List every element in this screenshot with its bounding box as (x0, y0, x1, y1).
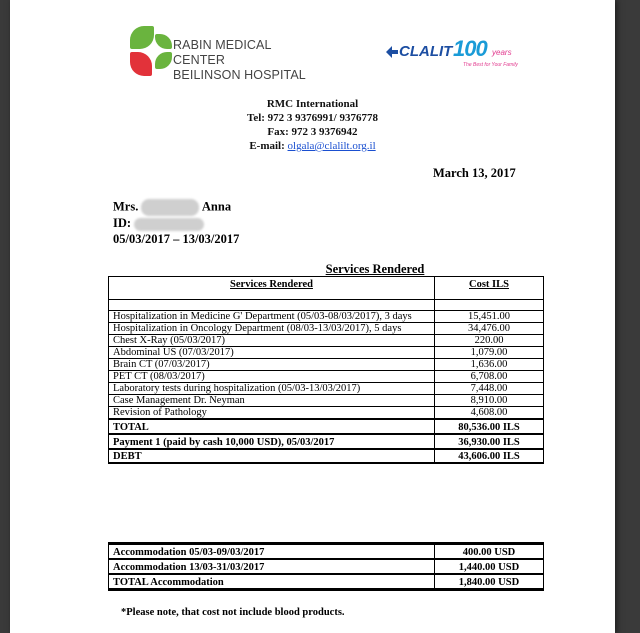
hospital-name (173, 38, 306, 83)
accommodation-total-label: TOTAL Accommodation (109, 574, 435, 590)
contact-block (10, 97, 615, 153)
service-cost: 15,451.00 (435, 311, 544, 323)
services-table (108, 276, 544, 464)
payment-row (109, 434, 544, 449)
service-name: Laboratory tests during hospitalization (05/03-13/03/2017) (109, 383, 435, 395)
clalit-arrows-icon (385, 45, 399, 59)
patient-id-line (113, 216, 239, 232)
contact-fax: Fax: 972 3 9376942 (267, 126, 358, 138)
debt-label: DEBT (109, 449, 435, 463)
total-value: 80,536.00 ILS (435, 419, 544, 434)
contact-email-link[interactable]: olgala@clalilt.org.il (287, 140, 376, 152)
logo-leaf-icon (155, 52, 172, 69)
patient-name-line (113, 199, 239, 216)
contact-email-line (10, 139, 615, 153)
table-row (109, 371, 544, 383)
patient-block (113, 199, 239, 247)
table-row (109, 323, 544, 335)
redacted-id (134, 218, 204, 231)
patient-id-label: ID: (113, 216, 132, 230)
logo-leaf-icon (130, 52, 152, 76)
table-row (109, 311, 544, 323)
patient-first-name: Anna (201, 199, 232, 214)
clalit-100: 100 (453, 36, 487, 61)
col-header-cost: Cost ILS (435, 277, 544, 300)
footnote: *Please note, that cost not include blood products. (121, 607, 345, 618)
table-header-row (109, 277, 544, 300)
logo-leaf-icon (130, 26, 154, 49)
table-row (109, 395, 544, 407)
service-cost: 34,476.00 (435, 323, 544, 335)
clalit-brand: CLALIT (399, 43, 453, 60)
table-row (109, 559, 544, 574)
service-cost: 6,708.00 (435, 371, 544, 383)
service-name: Hospitalization in Medicine G' Department (05/03-08/03/2017), 3 days (109, 311, 435, 323)
service-name: Hospitalization in Oncology Department (08/03-13/03/2017), 5 days (109, 323, 435, 335)
clalit-years: years (492, 48, 512, 57)
total-row (109, 419, 544, 434)
service-cost: 1,636.00 (435, 359, 544, 371)
total-label: TOTAL (109, 419, 435, 434)
service-cost: 8,910.00 (435, 395, 544, 407)
payment-label: Payment 1 (paid by cash 10,000 USD), 05/03/2017 (109, 434, 435, 449)
hospital-name-line2: BEILINSON HOSPITAL (173, 68, 306, 82)
accommodation-total-row (109, 574, 544, 590)
service-name: Abdominal US (07/03/2017) (109, 347, 435, 359)
table-spacer-row (109, 300, 544, 311)
logo-leaf-icon (155, 34, 172, 49)
service-cost: 220.00 (435, 335, 544, 347)
service-cost: 4,608.00 (435, 407, 544, 420)
table-row (109, 407, 544, 420)
clalit-tagline: The Best for Your Family (463, 62, 518, 68)
col-header-service: Services Rendered (109, 277, 435, 300)
redacted-surname (141, 199, 199, 216)
clalit-logo (385, 36, 525, 80)
patient-title: Mrs. (113, 199, 139, 214)
service-cost: 7,448.00 (435, 383, 544, 395)
service-name: PET CT (08/03/2017) (109, 371, 435, 383)
document-page (10, 0, 615, 633)
service-name: Case Management Dr. Neyman (109, 395, 435, 407)
patient-period: 05/03/2017 – 13/03/2017 (113, 231, 240, 246)
accommodation-cost: 1,440.00 USD (435, 559, 544, 574)
services-title: Services Rendered (325, 262, 425, 276)
service-name: Revision of Pathology (109, 407, 435, 420)
table-row (109, 335, 544, 347)
contact-tel: Tel: 972 3 9376991/ 9376778 (247, 112, 378, 124)
accommodation-table (108, 542, 544, 591)
accommodation-cost: 400.00 USD (435, 544, 544, 560)
accommodation-name: Accommodation 05/03-09/03/2017 (109, 544, 435, 560)
table-row (109, 347, 544, 359)
service-name: Brain CT (07/03/2017) (109, 359, 435, 371)
rabin-logo (116, 22, 306, 82)
document-date: March 13, 2017 (433, 166, 516, 180)
payment-value: 36,930.00 ILS (435, 434, 544, 449)
accommodation-name: Accommodation 13/03-31/03/2017 (109, 559, 435, 574)
contact-org: RMC International (266, 98, 359, 110)
debt-value: 43,606.00 ILS (435, 449, 544, 463)
table-row (109, 359, 544, 371)
service-name: Chest X-Ray (05/03/2017) (109, 335, 435, 347)
debt-row (109, 449, 544, 463)
contact-email-label: E-mail: (249, 140, 288, 152)
service-cost: 1,079.00 (435, 347, 544, 359)
accommodation-total-value: 1,840.00 USD (435, 574, 544, 590)
table-row (109, 383, 544, 395)
table-row (109, 544, 544, 560)
hospital-name-line1: RABIN MEDICAL CENTER (173, 38, 272, 67)
